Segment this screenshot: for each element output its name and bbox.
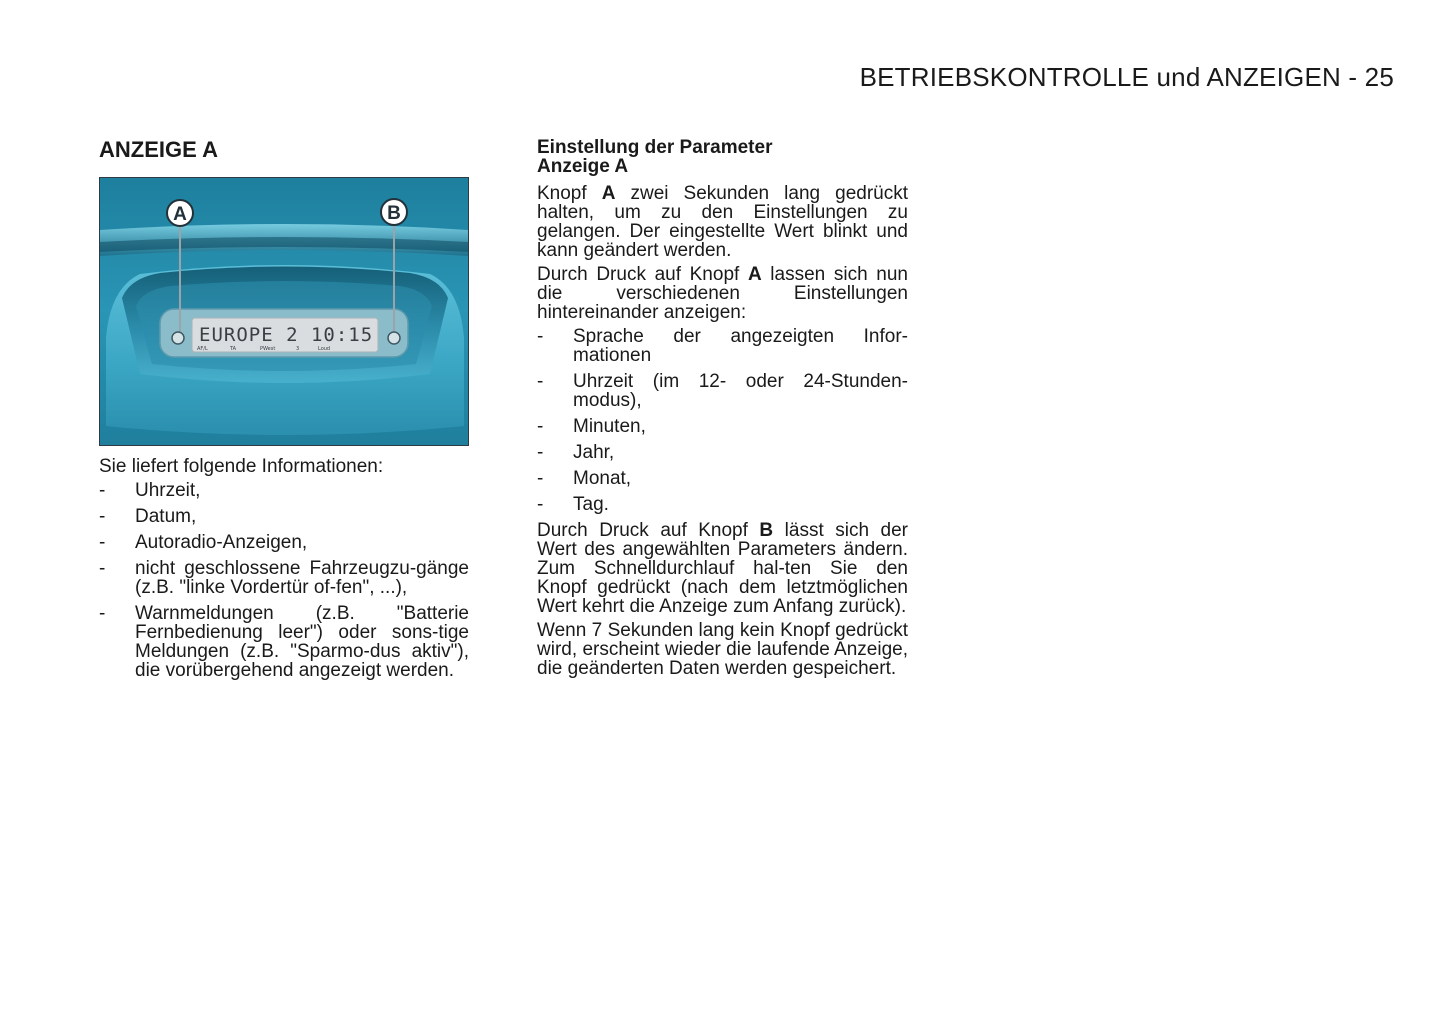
dash-marker: -	[99, 603, 106, 624]
list-item: - Monat,	[537, 468, 632, 489]
section-title: ANZEIGE A	[99, 137, 218, 162]
callout-a: A	[173, 204, 187, 225]
dashboard-drawing	[100, 178, 468, 445]
list-item: - Minuten,	[537, 416, 646, 437]
lcd-sub-pwest: PWest	[260, 346, 276, 352]
list-item: - Tag.	[537, 494, 609, 515]
left-column	[99, 136, 469, 687]
dash-marker: -	[99, 558, 106, 579]
list-item: - Uhrzeit (im 12- oder 24-Stunden-modus),	[537, 371, 908, 411]
lcd-sub-afl: AF/L	[197, 346, 208, 352]
page-header: BETRIEBSKONTROLLE und ANZEIGEN - 25	[859, 62, 1394, 92]
dash-marker: -	[99, 480, 106, 501]
info-list	[99, 481, 469, 680]
lcd-sub-loud: Loud	[318, 346, 331, 352]
dash-marker: -	[537, 442, 544, 463]
callout-b: B	[387, 203, 401, 224]
paragraph-cycle-settings: Durch Druck auf Knopf A lassen sich nun die verschiedenen Einstellungen hintereinander anzeigen:	[537, 264, 909, 323]
lcd-main-text: EUROPE 2 10:15	[199, 324, 374, 346]
button-b-knob	[388, 332, 400, 344]
list-item: - Autoradio-Anzeigen,	[99, 532, 308, 553]
button-a-knob	[172, 332, 184, 344]
display-illustration	[99, 177, 469, 446]
settings-heading: Einstellung der Parameter Anzeige A	[537, 137, 773, 177]
list-item: - nicht geschlossene Fahrzeugzu-gänge (z.B. "linke Vordertür of-fen", ...),	[99, 558, 469, 598]
lcd-sub-ta: TA	[230, 346, 237, 352]
list-item: - Sprache der angezeigten Infor-mationen	[537, 326, 908, 366]
dash-marker: -	[99, 506, 106, 527]
dash-marker: -	[537, 468, 544, 489]
list-item: - Jahr,	[537, 442, 615, 463]
list-item: - Warnmeldungen (z.B. "Batterie Fernbedienung leer") oder sons-tige Meldungen (z.B. "Sparmo-dus aktiv"), die vorübergehend angezeigt werden.	[99, 603, 469, 681]
dash-marker: -	[537, 416, 544, 437]
right-column	[537, 138, 908, 683]
lcd-sub-3: 3	[296, 346, 300, 352]
dash-marker: -	[537, 494, 544, 515]
intro-text: Sie liefert folgende Informationen:	[99, 456, 384, 477]
settings-list	[537, 327, 908, 514]
dash-marker: -	[99, 532, 106, 553]
paragraph-timeout: Wenn 7 Sekunden lang kein Knopf gedrückt wird, erscheint wieder die laufende Anzeige, die geänderten Daten werden gespeichert.	[537, 620, 908, 679]
paragraph-change-value: Durch Druck auf Knopf B lässt sich der Wert des angewählten Parameters ändern. Zum Schnelldurchlauf hal-ten Sie den Knopf gedrückt (nach dem letztmöglichen Wert kehrt die Anzeige zum Anfang zurück).	[537, 520, 908, 617]
dash-marker: -	[537, 326, 544, 347]
dash-marker: -	[537, 371, 544, 392]
paragraph-enter-settings: Knopf A zwei Sekunden lang gedrückt halten, um zu den Einstellungen zu gelangen. Der eingestellte Wert blinkt und kann geändert werden.	[537, 183, 908, 261]
list-item: - Uhrzeit,	[99, 480, 201, 501]
list-item: - Datum,	[99, 506, 197, 527]
